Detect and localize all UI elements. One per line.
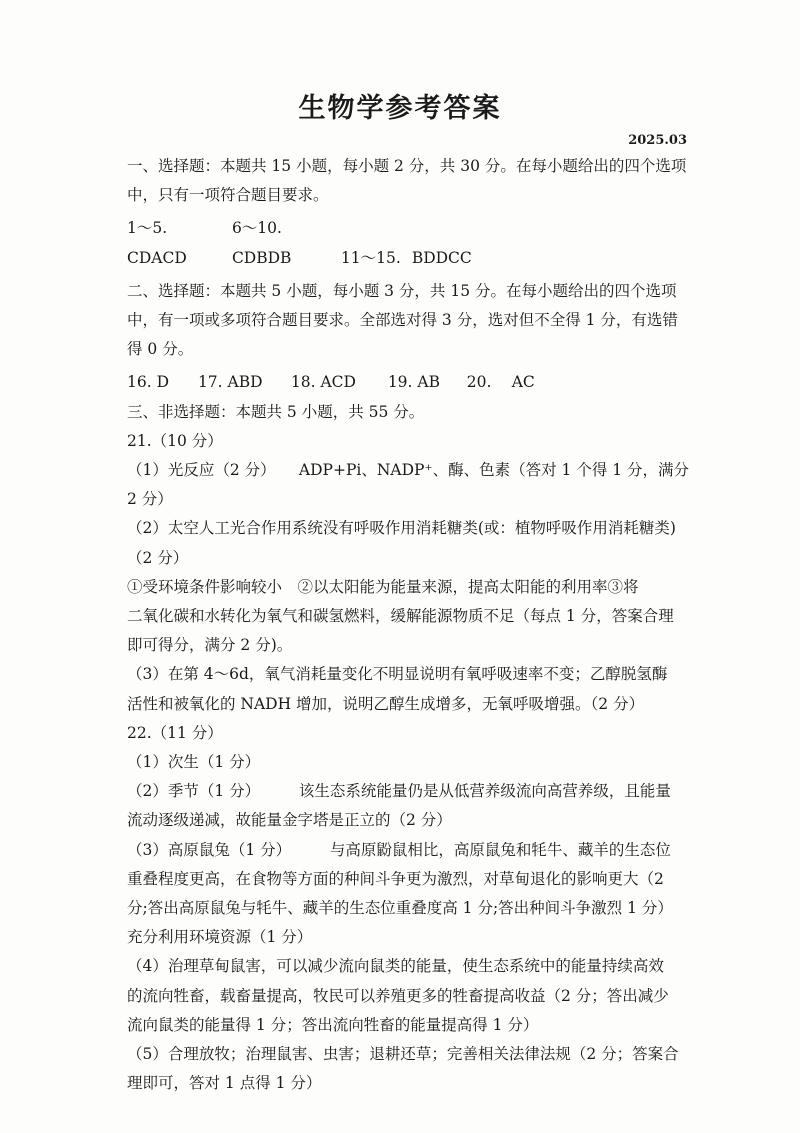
answer-group: BDDCC xyxy=(411,248,472,267)
q22-line: （1）次生（1 分） xyxy=(127,753,261,772)
answer-item: AC xyxy=(511,373,535,392)
answer-item: 16. D xyxy=(127,373,170,392)
answer-item: 20. xyxy=(466,373,492,392)
q22-line: 的流向牲畜，载畜量提高，牧民可以养殖更多的牲畜提高收益（2 分；答出减少 xyxy=(127,986,669,1005)
q22-line: 分;答出高原鼠兔与牦牛、藏羊的生态位重叠度高 1 分;答出种间斗争激烈 1 分） xyxy=(127,899,673,918)
section1-line: 一、选择题：本题共 15 小题，每小题 2 分，共 30 分。在每小题给出的四个选项 xyxy=(127,157,687,175)
q22-line: 流向鼠类的能量得 1 分；答出流向牲畜的能量提高得 1 分） xyxy=(127,1015,539,1034)
q22-line: （2）季节（1 分） 该生态系统能量仍是从低营养级流向高营养级，且能量 xyxy=(127,782,671,801)
q21-line: 即可得分，满分 2 分)。 xyxy=(127,636,293,655)
answer-group: 6～10. CDBDB xyxy=(231,219,292,267)
page-title: 生物学参考答案 xyxy=(298,93,502,124)
q22-line: 重叠程度更高，在食物等方面的种间斗争更为激烈，对草甸退化的影响更大（2 xyxy=(127,869,664,888)
section1-line: 中，只有一项符合题目要求。 xyxy=(127,186,329,205)
q21-heading: 21.（10 分） xyxy=(127,431,223,450)
answer-item: 17. ABD xyxy=(197,373,263,392)
q22-line: （5）合理放牧；治理鼠害、虫害；退耕还草；完善相关法律法规（2 分；答案合 xyxy=(127,1045,679,1064)
q22-line: （4）治理草甸鼠害，可以减少流向鼠类的能量，使生态系统中的能量持续高效 xyxy=(127,957,664,976)
q21-line: 活性和被氧化的 NADH 增加，说明乙醇生成增多，无氧呼吸增强。（2 分） xyxy=(127,694,645,713)
date-label: 2025.03 xyxy=(628,133,687,148)
q22-line: 理即可，答对 1 点得 1 分） xyxy=(127,1074,322,1093)
q21-line: （2 分） xyxy=(127,548,189,567)
q22-line: 充分利用环境资源（1 分） xyxy=(127,928,313,947)
answer-group: 1～5. CDACD xyxy=(127,219,187,267)
q21-line: （2）太空人工光合作用系统没有呼吸作用消耗糖类(或：植物呼吸作用消耗糖类) xyxy=(127,519,676,538)
section2-line: 得 0 分。 xyxy=(127,340,194,359)
q21-line: 2 分） xyxy=(127,490,173,509)
answer-item: 19. AB xyxy=(387,373,440,392)
choice-answers-16-20 xyxy=(127,368,695,397)
q21-line: （1）光反应（2 分） ADP+Pi、NADP⁺、酶、色素（答对 1 个得 1 分，满分 xyxy=(127,461,690,480)
q22-heading: 22.（11 分） xyxy=(127,723,223,742)
choice-answers-1-15 xyxy=(127,214,695,272)
q22-line: 流动逐级递减，故能量金字塔是正立的（2 分） xyxy=(127,811,452,830)
section2-line: 中，有一项或多项符合题目要求。全部选对得 3 分，选对但不全得 1 分，有选错 xyxy=(127,311,678,330)
q21-line: ①受环境条件影响较小 ②以太阳能为能量来源，提高太阳能的利用率③将 xyxy=(127,577,639,596)
answer-content xyxy=(127,152,695,1099)
section2-line: 二、选择题：本题共 5 小题，每小题 3 分，共 15 分。在每小题给出的四个选项 xyxy=(127,281,677,300)
q21-line: 二氧化碳和水转化为氧气和碳氢燃料，缓解能源物质不足（每点 1 分，答案合理 xyxy=(127,607,674,626)
section3-line: 三、非选择题：本题共 5 小题，共 55 分。 xyxy=(127,402,425,421)
answer-group: 11～15. xyxy=(340,248,401,267)
q21-line: （3）在第 4～6d，氧气消耗量变化不明显说明有氧呼吸速率不变；乙醇脱氢酶 xyxy=(127,665,668,684)
q22-line: （3）高原鼠兔（1 分） 与高原鼢鼠相比，高原鼠兔和牦牛、藏羊的生态位 xyxy=(127,840,671,859)
answer-item: 18. ACD xyxy=(290,373,356,392)
